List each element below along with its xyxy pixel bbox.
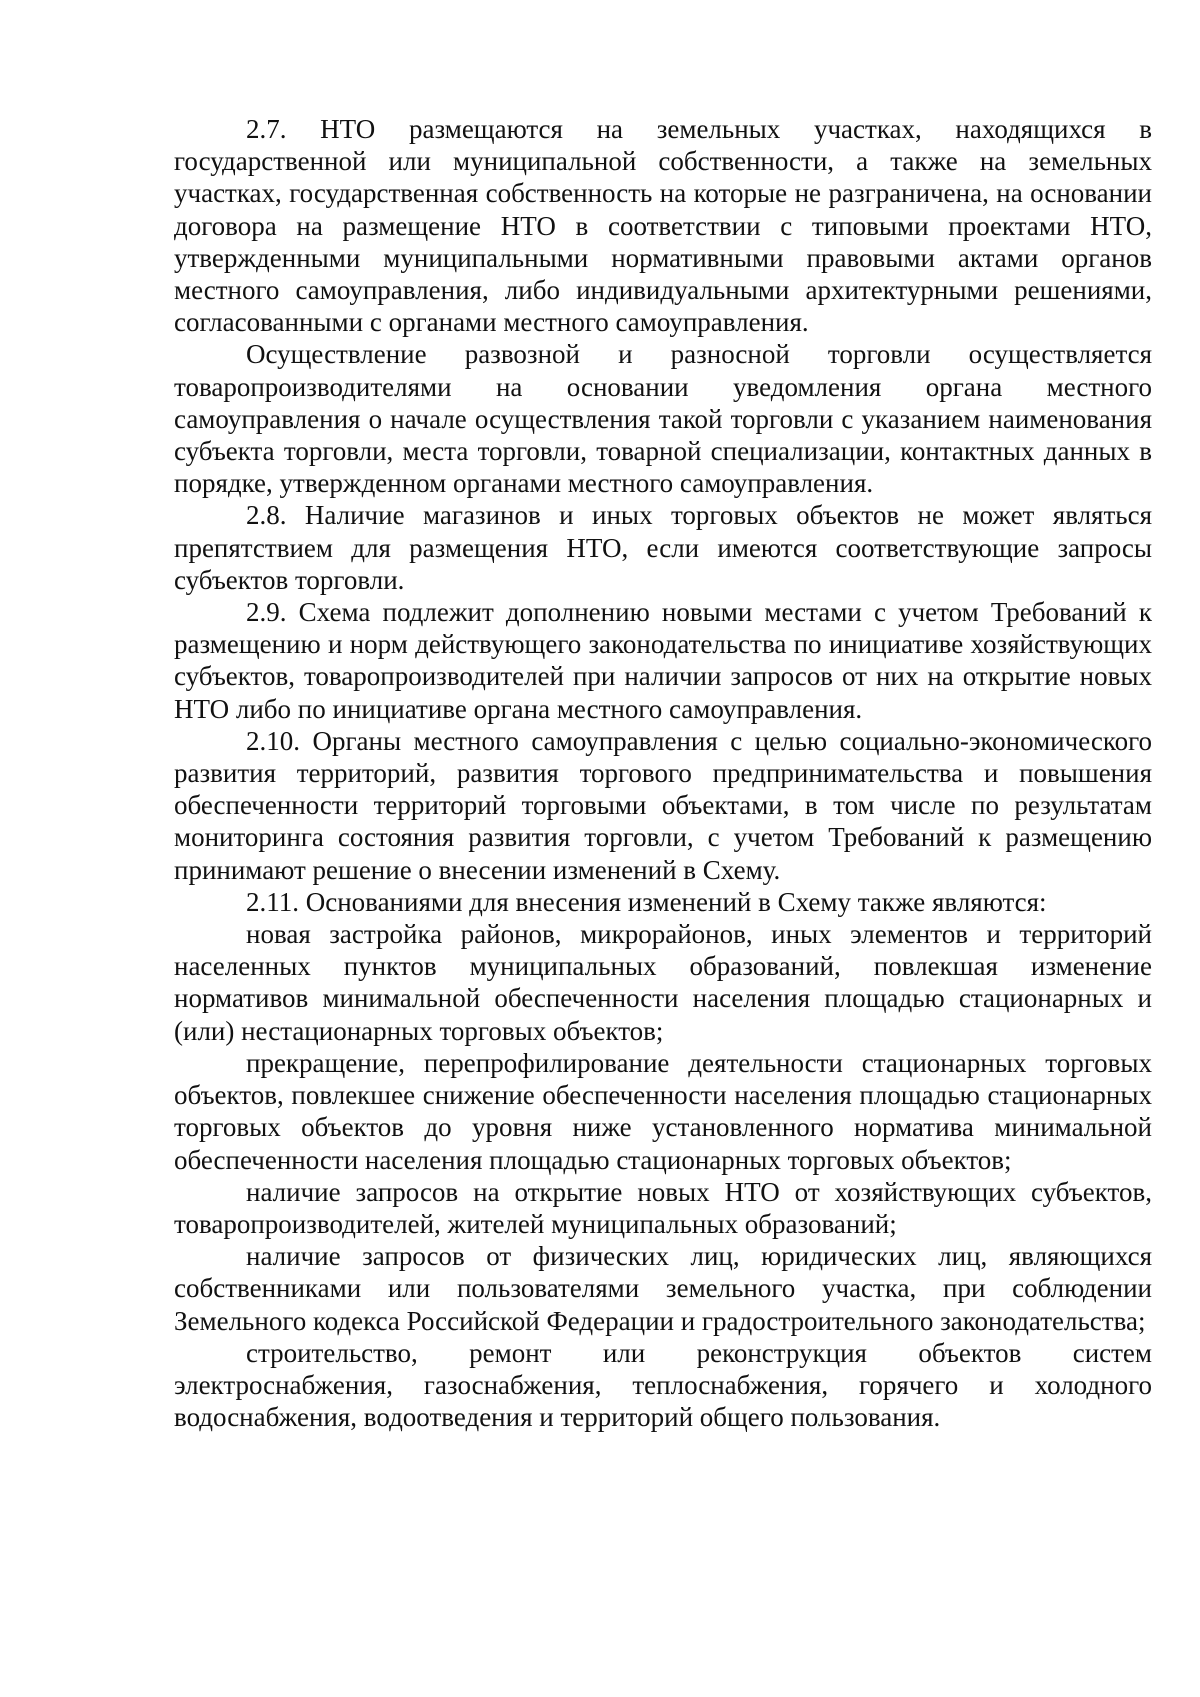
list-item-requests-new-nto: наличие запросов на открытие новых НТО от хозяйствующих субъектов, товаропроизводителей, жителей муниципальных образований; [174,1176,1152,1239]
list-item-requests-individuals: наличие запросов от физических лиц, юридических лиц, являющихся собственниками или пользователями земельного участка, при соблюдении Земельного кодекса Российской Федерации и градостроительного законодательства; [174,1241,1152,1336]
list-item-construction-repair: строительство, ремонт или реконструкция объектов систем электроснабжения, газоснабжения, теплоснабжения, горячего и холодного водоснабжения, водоотведения и территорий общего пользования. [174,1337,1152,1433]
paragraph-2-7: 2.7. НТО размещаются на земельных участках, находящихся в государственной или муниципальной собственности, а также на земельных участках, государственная собственность на которые не разграничена, на основании договора на размещение НТО в соответствии с типовыми проектами НТО, утвержденными муниципальными нормативными правовыми актами органов местного самоуправления, либо индивидуальными архитектурными решениями, согласованными с органами местного самоуправления. [174,114,1152,338]
paragraph-2-11: 2.11. Основаниями для внесения изменений в Схему также являются: [246,886,1047,917]
list-item-reprofiling: прекращение, перепрофилирование деятельности стационарных торговых объектов, повлекшее снижение обеспеченности населения площадью стационарных торговых объектов до уровня ниже установленного норматива минимальной обеспеченности населения площадью стационарных торговых объектов; [174,1047,1152,1175]
paragraph-2-8: 2.8. Наличие магазинов и иных торговых объектов не может являться препятствием для размещения НТО, если имеются соответствующие запросы субъектов торговли. [174,500,1152,595]
paragraph-2-9: 2.9. Схема подлежит дополнению новыми местами с учетом Требований к размещению и норм действующего законодательства по инициативе хозяйствующих субъектов, товаропроизводителей при наличии запросов от них на открытие новых НТО либо по инициативе органа местного самоуправления. [174,597,1152,724]
document-body [174,113,1152,1433]
paragraph-2-10: 2.10. Органы местного самоуправления с целью социально-экономического развития территорий, развития торгового предпринимательства и повышения обеспеченности территорий торговыми объектами, в том числе по результатам мониторинга состояния развития торговли, с учетом Требований к размещению принимают решение о внесении изменений в Схему. [174,725,1152,885]
paragraph-itinerant-trade: Осуществление развозной и разносной торговли осуществляется товаропроизводителями на основании уведомления органа местного самоуправления о начале осуществления такой торговли с указанием наименования субъекта торговли, места торговли, товарной специализации, контактных данных в порядке, утвержденном органами местного самоуправления. [174,339,1152,499]
list-item-new-construction: новая застройка районов, микрорайонов, иных элементов и территорий населенных пунктов муниципальных образований, повлекшая изменение нормативов минимальной обеспеченности населения площадью стационарных и (или) нестационарных торговых объектов; [174,919,1152,1046]
